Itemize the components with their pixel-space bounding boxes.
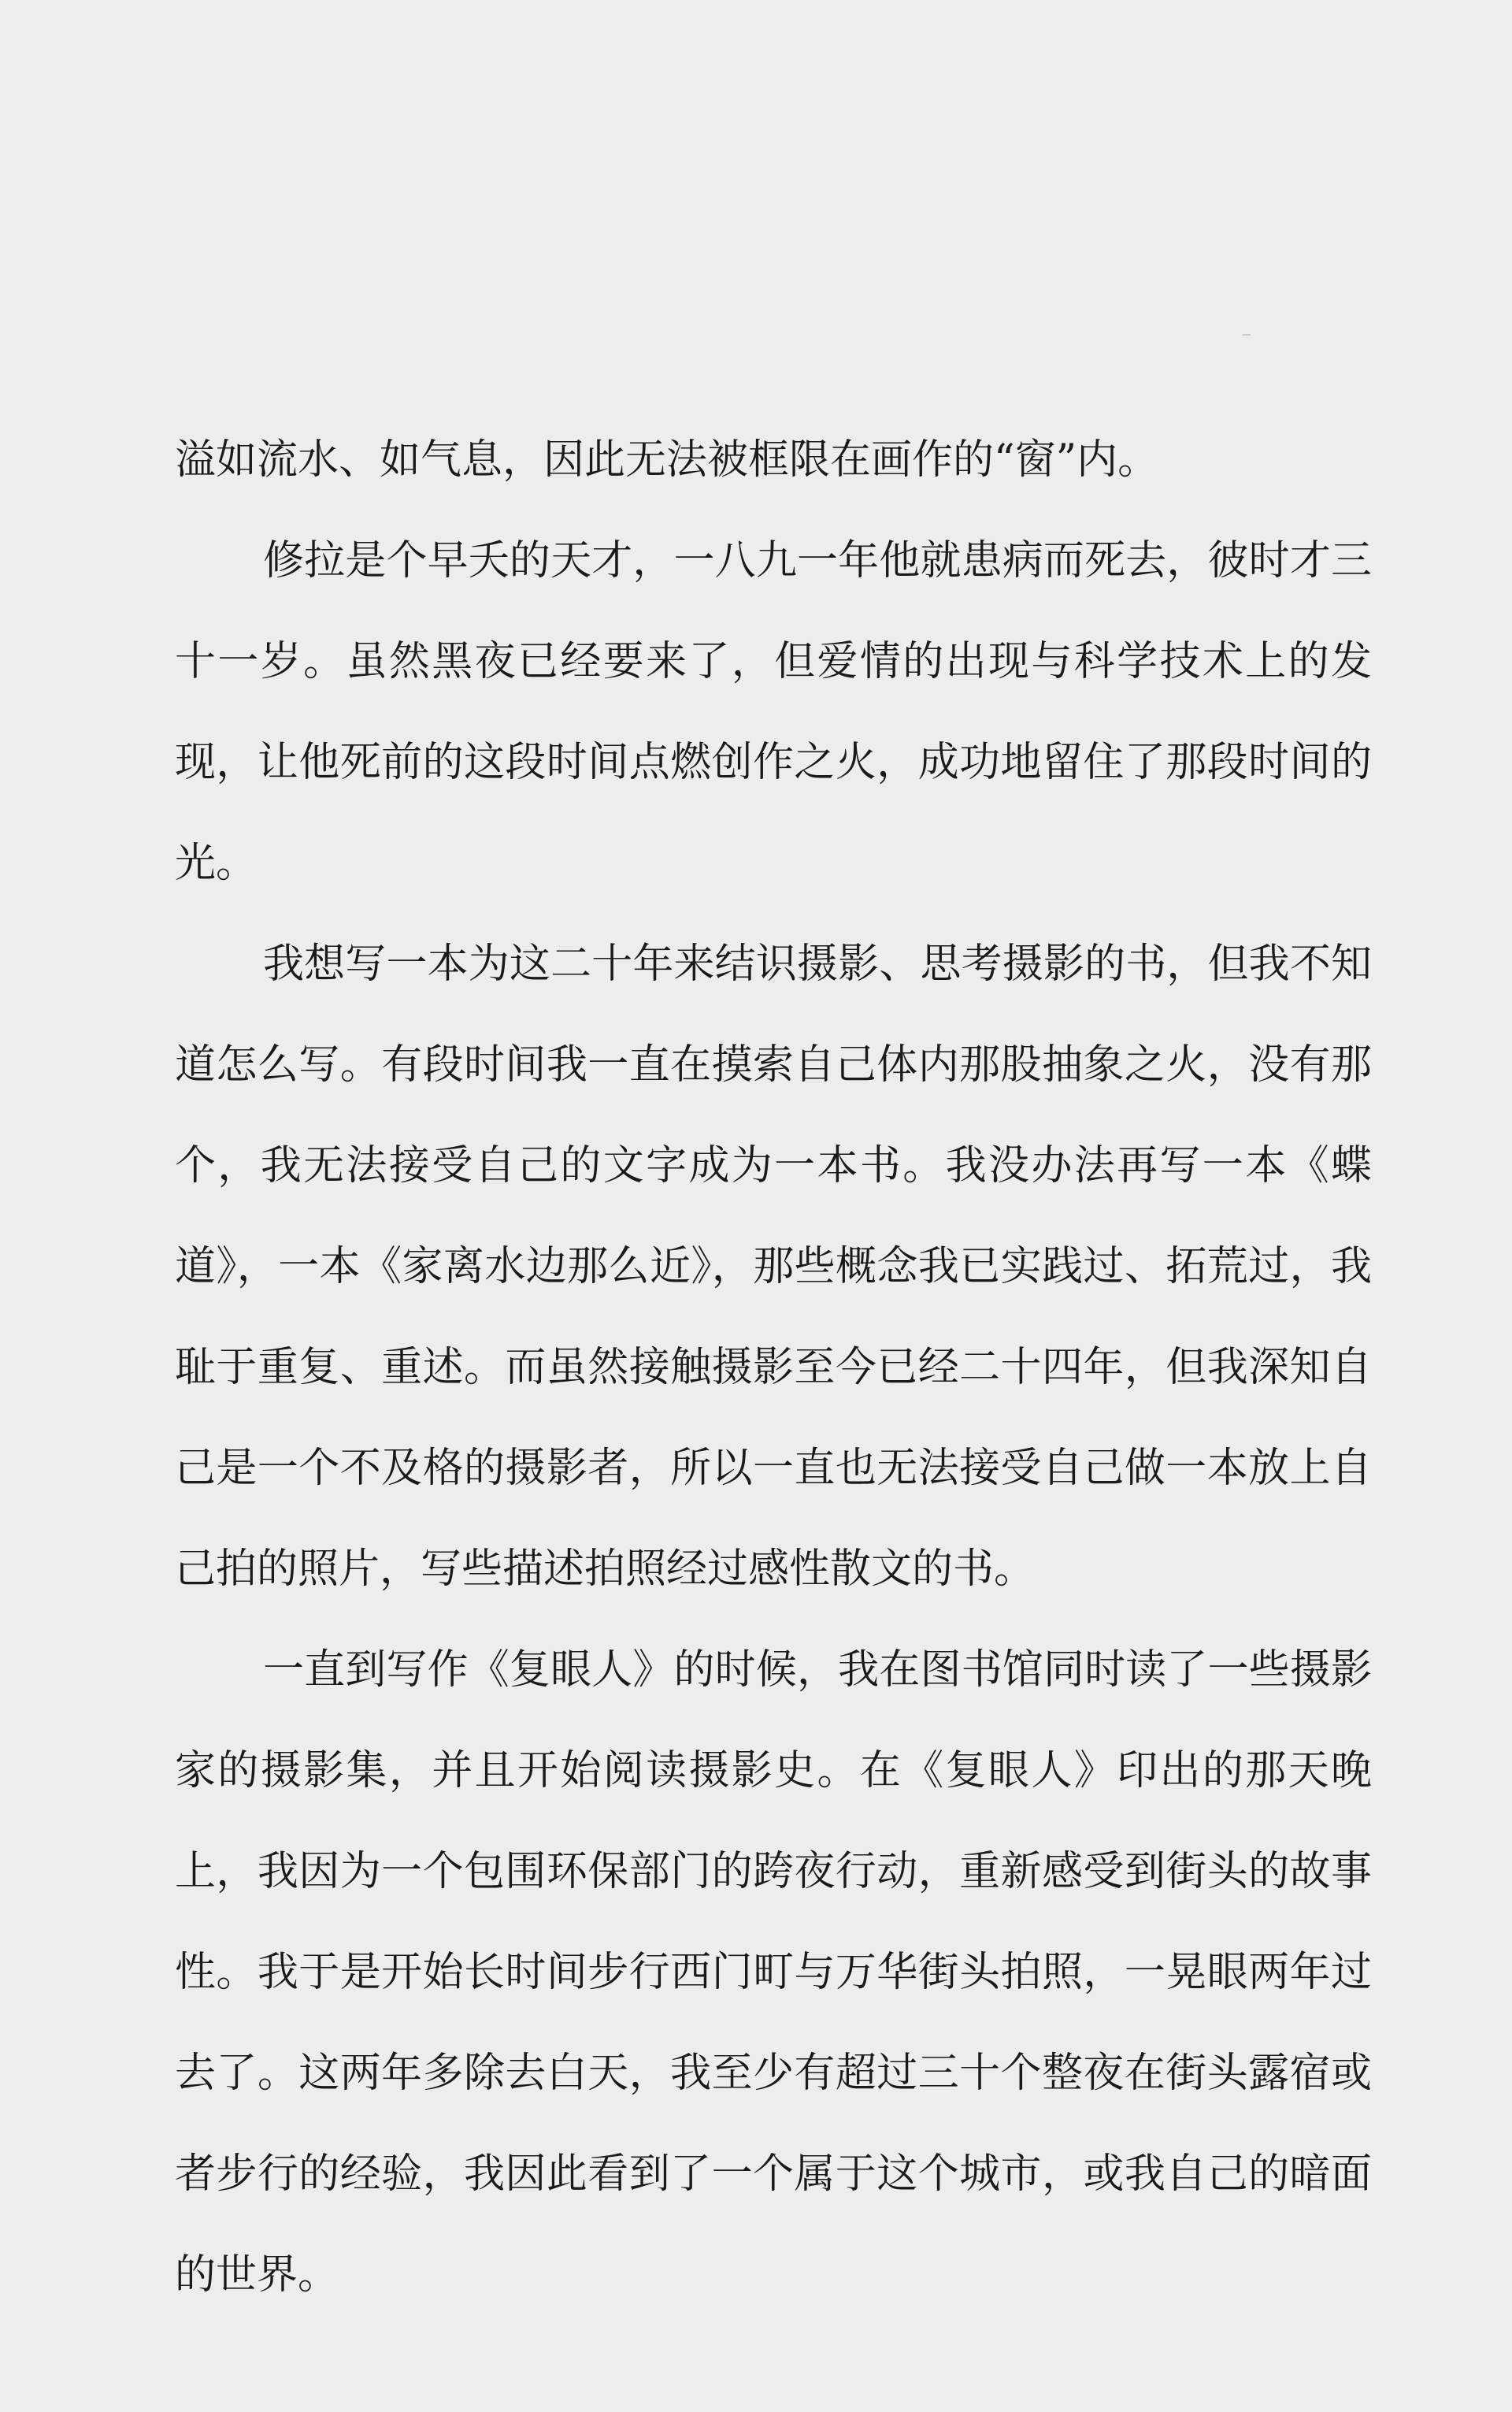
body-text xyxy=(175,410,1372,2325)
paragraph-1: 溢如流水、如气息，因此无法被框限在画作的“窗”内。 xyxy=(175,436,1159,484)
page-speck xyxy=(1243,334,1251,336)
paragraph-4: 一直到写作《复眼人》的时候，我在图书馆同时读了一些摄影家的摄影集，并且开始阅读摄影史。在《复眼人》印出的那天晚上，我因为一个包围环保部门的跨夜行动，重新感受到街头的故事性。我于是开始长时间步行西门町与万华街头拍照，一晃眼两年过去了。这两年多除去白天，我至少有超过三十个整夜在街头露宿或者步行的经验，我因此看到了一个属于这个城市，或我自己的暗面的世界。 xyxy=(175,1646,1372,2299)
paragraph-2: 修拉是个早夭的天才，一八九一年他就患病而死去，彼时才三十一岁。虽然黑夜已经要来了，但爱情的出现与科学技术上的发现，让他死前的这段时间点燃创作之火，成功地留住了那段时间的光。 xyxy=(175,537,1372,887)
paragraph-3: 我想写一本为这二十年来结识摄影、思考摄影的书，但我不知道怎么写。有段时间我一直在摸索自己体内那股抽象之火，没有那个，我无法接受自己的文字成为一本书。我没办法再写一本《蝶道》，一本《家离水边那么近》，那些概念我已实践过、拓荒过，我耻于重复、重述。而虽然接触摄影至今已经二十四年，但我深知自己是一个不及格的摄影者，所以一直也无法接受自己做一本放上自己拍的照片，写些描述拍照经过感性散文的书。 xyxy=(175,941,1372,1593)
